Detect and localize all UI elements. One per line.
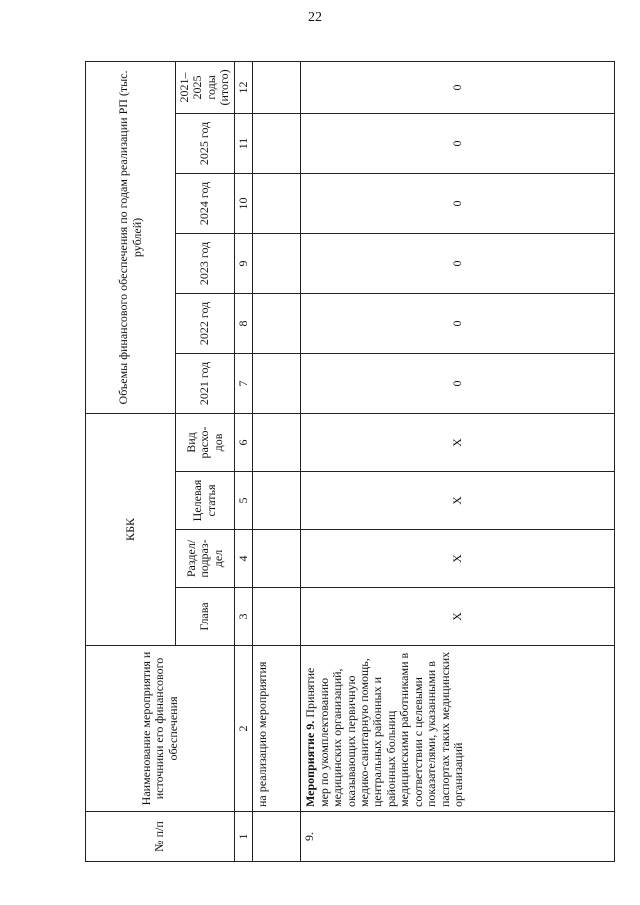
row-b-tselevaya: X	[301, 472, 615, 530]
empty-cell	[253, 413, 301, 471]
rotated-table-wrapper	[85, 62, 615, 862]
row-b-glava: X	[301, 588, 615, 646]
row-b-num: 9.	[301, 812, 615, 862]
col-number: 2	[234, 646, 252, 812]
empty-cell	[253, 173, 301, 233]
col-number: 12	[234, 61, 252, 113]
empty-cell	[253, 233, 301, 293]
col-number: 5	[234, 472, 252, 530]
header-glava: Глава	[176, 588, 235, 646]
col-number: 3	[234, 588, 252, 646]
table-row	[301, 61, 615, 861]
table-row	[253, 61, 301, 861]
row-b-vid: X	[301, 413, 615, 471]
empty-cell	[253, 588, 301, 646]
col-number: 9	[234, 233, 252, 293]
col-number: 6	[234, 413, 252, 471]
row-b-razdel: X	[301, 530, 615, 588]
header-name: Наименование мероприятия и источники его финансового обеспечения	[86, 646, 235, 812]
financing-table	[85, 61, 615, 862]
header-vid: Вид расхо- дов	[176, 413, 235, 471]
empty-cell	[253, 530, 301, 588]
header-razdel: Раздел/ подраз- дел	[176, 530, 235, 588]
col-number: 8	[234, 293, 252, 353]
header-2023: 2023 год	[176, 233, 235, 293]
col-number: 7	[234, 353, 252, 413]
empty-cell	[253, 353, 301, 413]
empty-cell	[253, 113, 301, 173]
page-number: 22	[308, 10, 322, 25]
empty-cell	[253, 472, 301, 530]
empty-cell	[253, 61, 301, 113]
row-a-name: на реализацию мероприятия	[253, 646, 301, 812]
measure-title: Мероприятие 9.	[303, 720, 318, 807]
col-number: 11	[234, 113, 252, 173]
header-2021: 2021 год	[176, 353, 235, 413]
header-num: № п/п	[86, 812, 235, 862]
row-b-2021: 0	[301, 353, 615, 413]
row-b-2024: 0	[301, 173, 615, 233]
col-number: 1	[234, 812, 252, 862]
col-number: 4	[234, 530, 252, 588]
row-b-total: 0	[301, 61, 615, 113]
header-2024: 2024 год	[176, 173, 235, 233]
row-b-name	[301, 646, 615, 812]
header-financing: Объемы финансового обеспечения по годам реализации РП (тыс. рублей)	[86, 61, 176, 413]
row-b-2022: 0	[301, 293, 615, 353]
header-2022: 2022 год	[176, 293, 235, 353]
measure-description: Принятие мер по укомплектованию медицинских организаций, оказывающих первичную медико-санитарную помощь, центральных районных и районных больниц медицинскими работниками в соответствии с целевыми показателями, указанными в паспортах таких медицинских организаций	[303, 651, 465, 807]
col-number: 10	[234, 173, 252, 233]
row-b-2023: 0	[301, 233, 615, 293]
empty-cell	[253, 293, 301, 353]
row-b-2025: 0	[301, 113, 615, 173]
header-2025: 2025 год	[176, 113, 235, 173]
row-a-num	[253, 812, 301, 862]
header-kbk: КБК	[86, 413, 176, 645]
header-total: 2021– 2025 годы (итого)	[176, 61, 235, 113]
header-tselevaya: Целевая статья	[176, 472, 235, 530]
